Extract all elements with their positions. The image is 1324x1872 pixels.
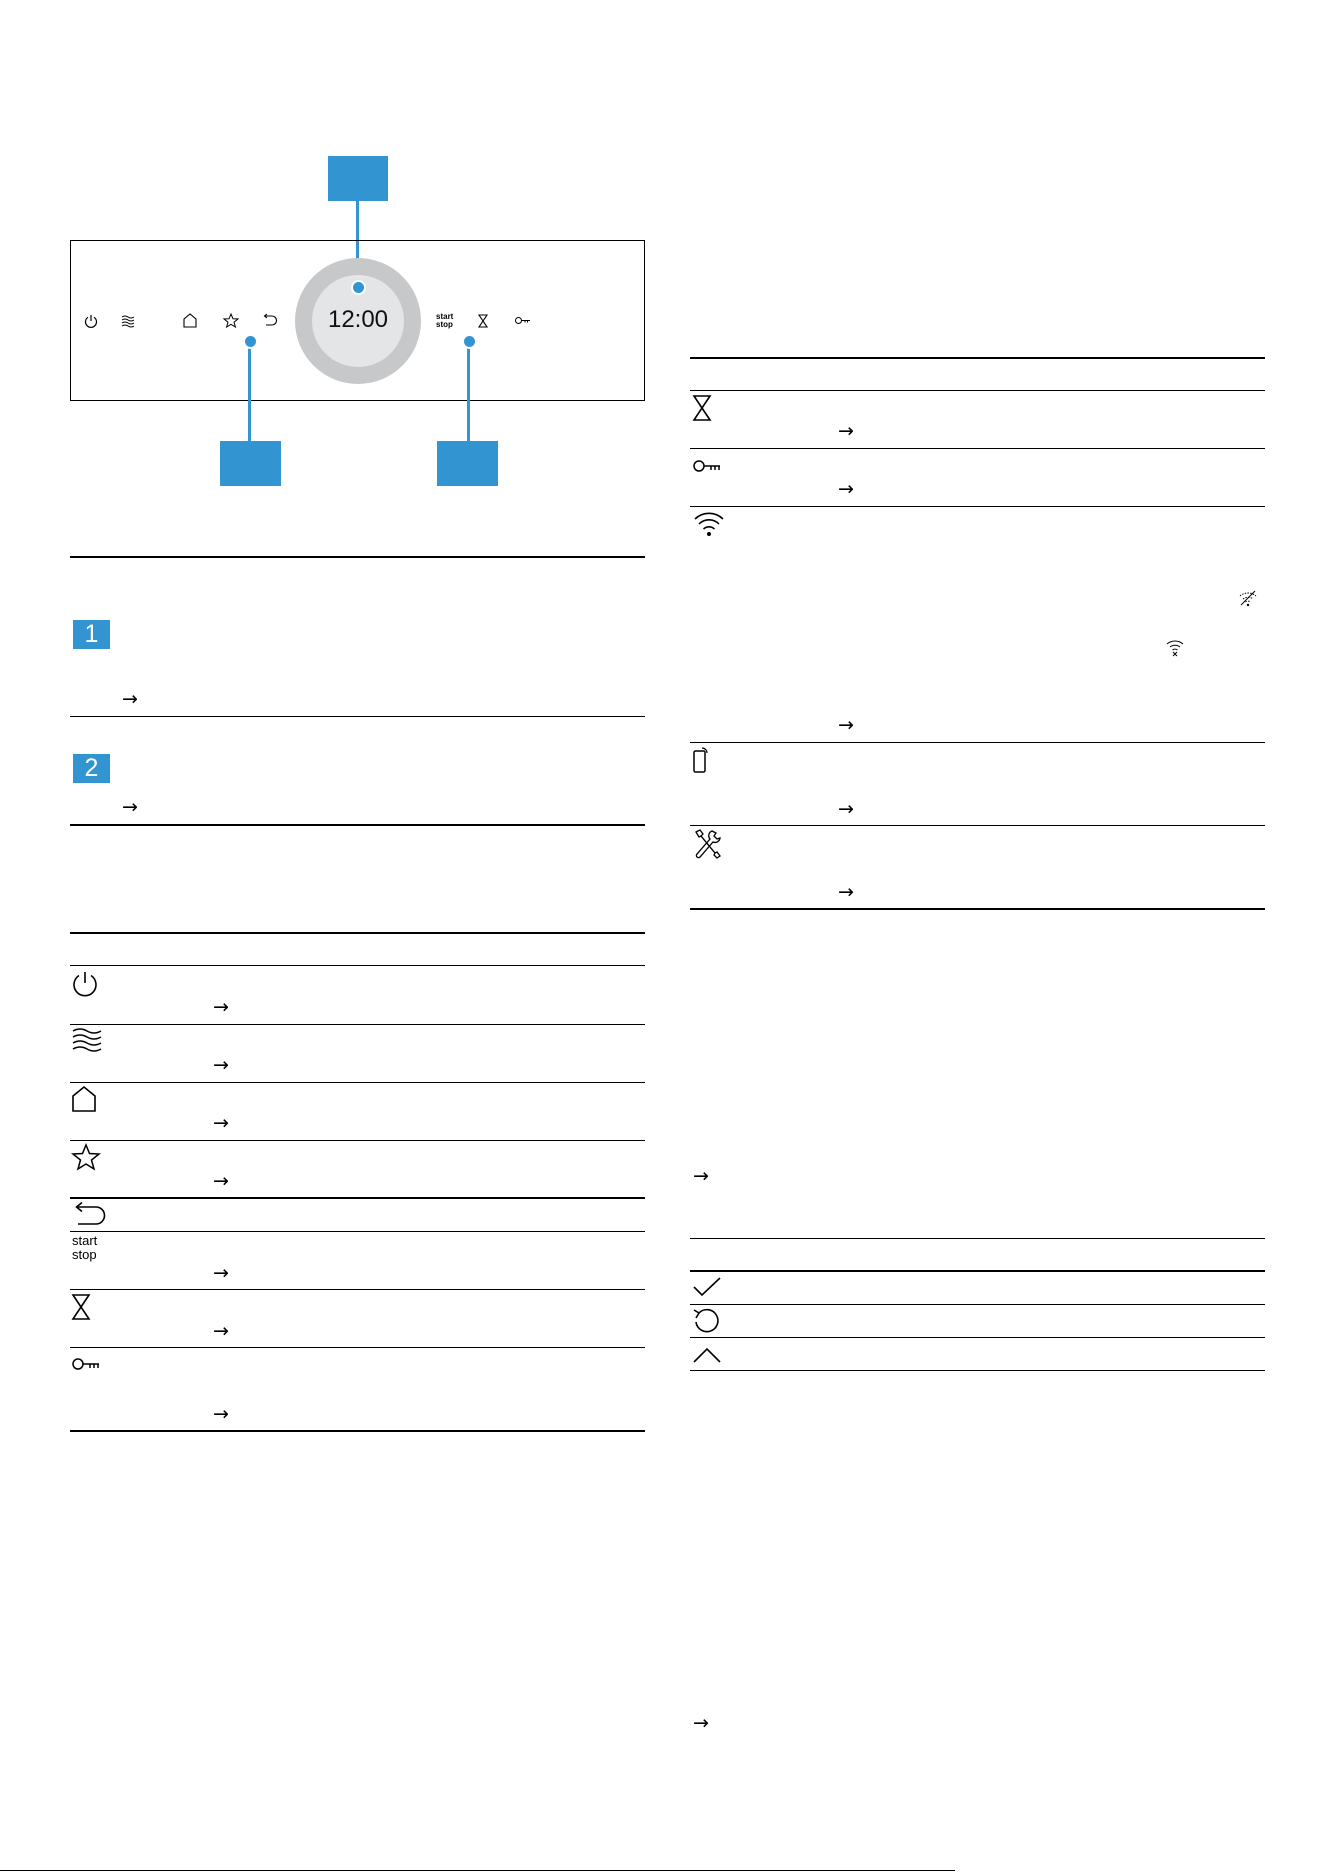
symbols-table-rule — [690, 506, 1265, 507]
callout-dot-right — [462, 334, 477, 349]
timer-hourglass-icon[interactable] — [478, 314, 488, 328]
symbols-table-rule — [690, 742, 1265, 743]
buttons-table-rule — [70, 1347, 645, 1348]
buttons-table-rule — [70, 1231, 645, 1232]
arrow: → — [693, 1165, 709, 1187]
start-label: start — [72, 1233, 98, 1248]
arrow: → — [838, 478, 854, 500]
actions-table-rule — [690, 1304, 1265, 1305]
badge-1: 1 — [73, 620, 110, 649]
arrow: → — [838, 420, 854, 442]
wifi-icon — [693, 510, 725, 536]
wifi-connecting-icon — [1165, 637, 1185, 657]
arrow: → — [213, 1054, 229, 1076]
symbols-table-rule — [690, 448, 1265, 449]
arrow: → — [122, 796, 138, 818]
timer-hourglass-icon — [72, 1294, 90, 1320]
child-lock-key-icon — [693, 459, 721, 473]
home-icon — [72, 1086, 96, 1112]
badge-2: 2 — [73, 754, 110, 783]
power-icon — [72, 971, 98, 997]
power-icon[interactable] — [84, 314, 98, 328]
arrow: → — [213, 1403, 229, 1425]
arrow: → — [213, 1320, 229, 1342]
page-footer-rule — [0, 1870, 955, 1871]
steam-icon[interactable] — [121, 315, 135, 327]
callout-leader-left — [248, 340, 251, 443]
steam-icon — [72, 1028, 102, 1053]
actions-table-header-rule — [690, 1270, 1265, 1272]
arrow: → — [838, 714, 854, 736]
child-lock-key-icon — [72, 1357, 100, 1371]
actions-table-rule — [690, 1337, 1265, 1338]
symbols-table-header-rule — [690, 390, 1265, 391]
panel-start-label[interactable]: start — [436, 312, 454, 321]
check-icon — [693, 1277, 721, 1297]
buttons-table-rule — [70, 1024, 645, 1025]
buttons-table-rule — [70, 1140, 645, 1141]
callout-box-display — [328, 156, 388, 201]
chevron-up-icon — [693, 1347, 721, 1363]
arrow: → — [122, 688, 138, 710]
favourite-star-icon[interactable] — [223, 313, 239, 328]
callout-box-right — [437, 441, 498, 486]
table-rule-top — [70, 556, 645, 558]
remote-start-phone-icon — [693, 747, 709, 773]
symbols-table-rule-top — [690, 357, 1265, 359]
arrow: → — [693, 1712, 709, 1734]
symbols-table-rule-bottom — [690, 908, 1265, 910]
arrow: → — [838, 881, 854, 903]
buttons-table-rule-top — [70, 932, 645, 934]
table-rule-bottom — [70, 824, 645, 826]
panel-stop-label[interactable]: stop — [436, 320, 453, 329]
arrow: → — [213, 1262, 229, 1284]
display-time: 12:00 — [327, 306, 389, 333]
favourite-star-icon — [72, 1144, 100, 1170]
wifi-off-icon — [1238, 589, 1258, 607]
arrow: → — [213, 1170, 229, 1192]
arrow: → — [838, 798, 854, 820]
callout-box-left — [220, 441, 281, 486]
buttons-table-rule — [70, 1197, 645, 1199]
child-lock-key-icon[interactable] — [515, 316, 531, 325]
callout-dot-display — [351, 280, 366, 295]
remote-diagnosis-tools-icon — [693, 829, 721, 859]
buttons-table-rule — [70, 1289, 645, 1290]
table-rule — [70, 716, 645, 717]
arrow: → — [213, 996, 229, 1018]
arrow: → — [213, 1112, 229, 1134]
buttons-table-header-rule — [70, 965, 645, 966]
stop-label: stop — [72, 1247, 97, 1262]
back-icon — [72, 1202, 106, 1228]
back-icon[interactable] — [262, 314, 277, 327]
timer-hourglass-icon — [693, 395, 711, 421]
callout-dot-left — [243, 334, 258, 349]
buttons-table-rule-bottom — [70, 1430, 645, 1432]
buttons-table-rule — [70, 1082, 645, 1083]
reset-icon — [693, 1307, 721, 1335]
home-icon[interactable] — [183, 313, 197, 328]
actions-table-rule-top — [690, 1238, 1265, 1239]
actions-table-rule-bottom — [690, 1370, 1265, 1371]
symbols-table-rule — [690, 825, 1265, 826]
callout-leader-right — [467, 340, 470, 443]
